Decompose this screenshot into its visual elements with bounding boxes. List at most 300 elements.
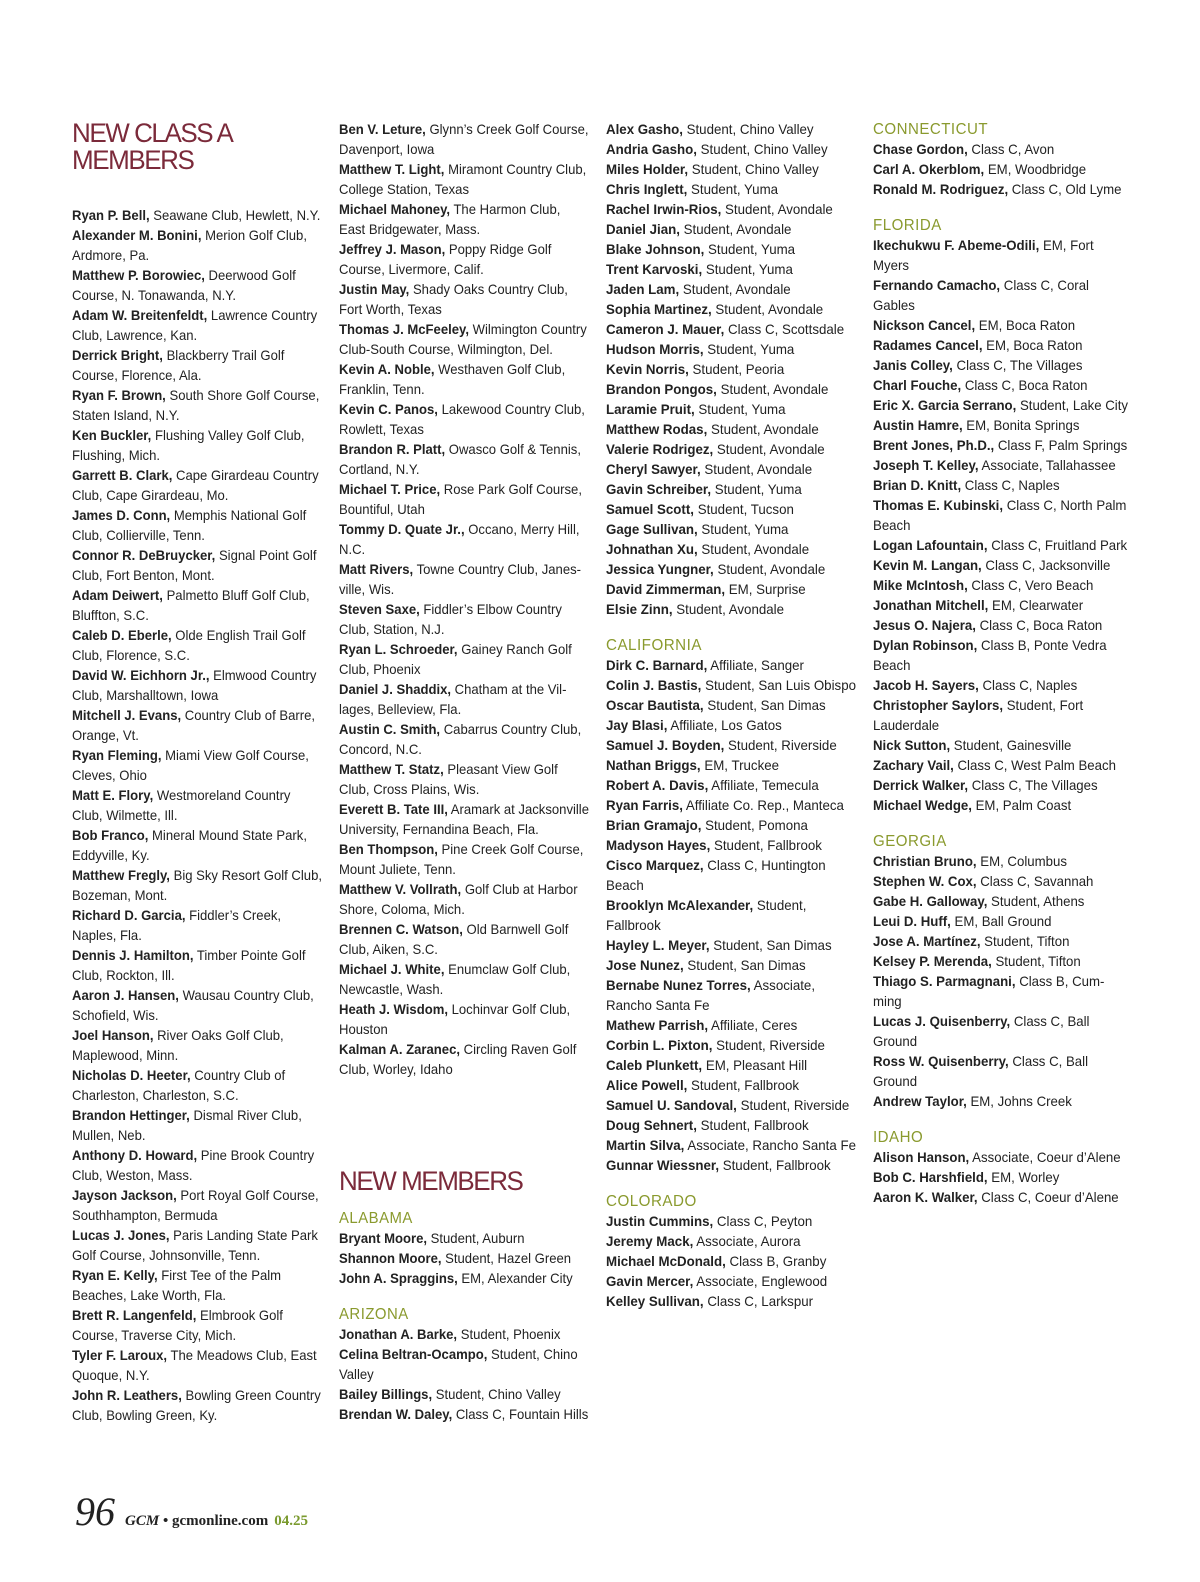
member-detail: Cape Girardeau Country [172,468,319,483]
member-entry [339,620,580,640]
member-name: Jaden Lam, [606,282,680,297]
member-entry [72,306,318,326]
member-detail: Bowling Green Country [181,1388,321,1403]
member-name: Bryant Moore, [339,1231,428,1246]
member-detail: Club, Collierville, Tenn. [72,528,205,543]
issue-date: 04.25 [274,1513,308,1529]
member-entry [606,560,851,580]
member-name: Alison Hanson, [873,1150,970,1165]
member-name: Ken Buckler, [72,428,152,443]
state-heading-georgia: GEORGIA [873,833,947,850]
member-detail: EM, Johns Creek [966,1094,1072,1109]
member-name: Rachel Irwin-Rios, [606,202,722,217]
member-detail: EM, Pleasant Hill [702,1058,808,1073]
member-detail: Associate, Rancho Santa Fe [684,1138,856,1153]
member-entry [606,1156,851,1176]
member-name: Samuel Scott, [606,502,695,517]
member-detail: Club, Rockton, Ill. [72,968,175,983]
member-detail: Class C, Savannah [976,874,1094,889]
member-entry [606,1056,851,1076]
member-entry [873,496,1127,516]
member-detail: Class C, Boca Raton [961,378,1088,393]
member-name: Laramie Pruit, [606,402,695,417]
member-name: Leui D. Huff, [873,914,951,929]
member-entry [873,716,1121,736]
member-name: Austin C. Smith, [339,722,441,737]
member-detail: ville, Wis. [339,582,395,597]
member-entry [873,1052,1121,1072]
member-entry [72,1026,313,1046]
state-heading-arizona: ARIZONA [339,1306,409,1323]
member-detail: Class C, Coeur d’Alene [977,1190,1119,1205]
member-entry [873,796,1121,816]
website-link[interactable]: gcmonline.com [171,1513,269,1529]
member-entry [606,1096,851,1116]
member-detail: Student, Avondale [716,382,829,397]
member-detail: Class B, Ponte Vedra [977,638,1107,653]
column-2 [339,120,589,1425]
member-entry [606,200,851,220]
member-name: Matthew T. Statz, [339,762,444,777]
member-name: Colin J. Bastis, [606,678,702,693]
member-detail: Deerwood Golf [204,268,296,283]
member-detail: Student, Avondale [697,542,810,557]
member-entry [873,1168,1121,1188]
member-entry [72,946,313,966]
member-detail: Rowlett, Texas [339,422,424,437]
member-detail: Class C, The Villages [952,358,1083,373]
member-detail: Dismal River Club, [189,1108,302,1123]
member-name: Samuel U. Sandoval, [606,1098,737,1113]
member-name: Jeremy Mack, [606,1234,694,1249]
member-detail: Club, Bowling Green, Ky. [72,1408,218,1423]
member-entry [873,972,1121,992]
member-entry [606,676,856,696]
member-detail: EM, Bonita Springs [962,418,1080,433]
member-entry [606,400,851,420]
member-entry [72,1186,319,1206]
member-detail: Chatham at the Vil- [451,682,567,697]
member-detail: Student, Yuma [704,242,796,257]
idaho-list [873,1148,1121,1208]
member-detail: Student, Chino [487,1347,578,1362]
member-entry [873,736,1121,756]
member-entry [873,756,1121,776]
member-entry [339,1385,580,1405]
member-detail: Club, Florence, S.C. [72,648,190,663]
member-detail: Club, Wilmette, Ill. [72,808,178,823]
member-entry [72,426,313,446]
member-name: Samuel J. Boyden, [606,738,725,753]
member-detail: Student, Phoenix [457,1327,561,1342]
member-detail: Pine Creek Golf Course, [437,842,584,857]
member-name: Logan Lafountain, [873,538,988,553]
member-detail: Class C, Naples [978,678,1078,693]
class-a-list-2 [339,120,589,1080]
member-entry [339,400,585,420]
member-detail: Staten Island, N.Y. [72,408,180,423]
member-name: Adam W. Breitenfeldt, [72,308,208,323]
member-entry [606,876,851,896]
member-entry [606,1136,856,1156]
member-detail: Shore, Coloma, Mich. [339,902,465,917]
member-detail: Affiliate, Los Gatos [667,718,782,733]
member-entry [873,160,1121,180]
member-detail: Concord, N.C. [339,742,422,757]
member-entry [339,700,580,720]
member-detail: Houston [339,1022,388,1037]
member-entry [72,1286,313,1306]
member-entry [339,800,589,820]
member-detail: Student, San Dimas [703,698,826,713]
member-entry [606,1036,851,1056]
member-detail: Mount Juliete, Tenn. [339,862,456,877]
member-entry [339,260,580,280]
member-detail: Student, Tifton [980,934,1070,949]
member-detail: Southhampton, Bermuda [72,1208,218,1223]
member-entry [72,1046,313,1066]
member-detail: Student, Riverside [724,738,837,753]
member-entry [72,566,313,586]
page-footer [75,1488,308,1535]
member-entry [339,860,580,880]
member-name: Garrett B. Clark, [72,468,173,483]
member-name: Brendan W. Daley, [339,1407,453,1422]
member-detail: Course, Traverse City, Mich. [72,1328,237,1343]
member-entry [606,776,851,796]
member-detail: Associate, Tallahassee [978,458,1116,473]
member-name: Ben Thompson, [339,842,438,857]
member-detail: Class C, North Palm [1003,498,1127,513]
member-name: Nathan Briggs, [606,758,701,773]
member-detail: Seawane Club, Hewlett, N.Y. [149,208,321,223]
member-name: Jonathan Mitchell, [873,598,989,613]
member-entry [606,956,851,976]
member-detail: Elmbrook Golf [196,1308,283,1323]
member-detail: Pine Brook Country [197,1148,315,1163]
member-entry [606,500,851,520]
member-detail: Fallbrook [606,918,661,933]
member-name: Brandon R. Platt, [339,442,446,457]
member-entry [339,1405,589,1425]
member-entry [72,346,313,366]
connecticut-list [873,140,1121,200]
member-name: Nick Sutton, [873,738,951,753]
member-name: Brandon Pongos, [606,382,717,397]
member-detail: Student, Riverside [712,1038,825,1053]
member-entry [72,1066,313,1086]
member-entry [339,420,580,440]
member-name: Ryan F. Brown, [72,388,166,403]
member-detail: First Tee of the Palm [157,1268,282,1283]
publication-line [125,1513,308,1530]
member-detail: Club, Weston, Mass. [72,1168,193,1183]
member-detail: The Meadows Club, East [167,1348,317,1363]
member-detail: Student, Fallbrook [696,1118,809,1133]
member-detail: EM, Ball Ground [950,914,1052,929]
member-entry [873,576,1121,596]
column-4 [873,120,1128,1208]
member-name: Lucas J. Quisenberry, [873,1014,1011,1029]
member-name: Justin Cummins, [606,1214,714,1229]
member-detail: Old Barnwell Golf [462,922,569,937]
member-entry [606,240,851,260]
member-entry [339,460,580,480]
member-name: Brooklyn McAlexander, [606,898,754,913]
member-detail: Class C, Fountain Hills [452,1407,589,1422]
member-detail: Country Club of [190,1068,286,1083]
member-entry [72,226,313,246]
member-entry [339,120,589,140]
state-heading-idaho: IDAHO [873,1129,924,1146]
member-detail: Miami View Golf Course, [161,748,309,763]
member-detail: Student, Avondale [700,462,813,477]
member-name: Ross W. Quisenberry, [873,1054,1009,1069]
member-entry [873,992,1121,1012]
member-detail: Olde English Trail Golf [171,628,306,643]
member-name: James D. Conn, [72,508,171,523]
member-entry [873,256,1121,276]
member-detail: Cabarrus Country Club, [440,722,582,737]
member-name: Everett B. Tate III, [339,802,448,817]
member-detail: Poppy Ridge Golf [445,242,552,257]
member-entry [72,1246,313,1266]
member-detail: Beaches, Lake Worth, Fla. [72,1288,227,1303]
member-entry [72,486,313,506]
member-detail: Student, Avondale [707,422,819,437]
member-name: Doug Sehnert, [606,1118,697,1133]
member-name: Matthew Rodas, [606,422,708,437]
member-detail: Charleston, Charleston, S.C. [72,1088,239,1103]
member-name: Jesus O. Najera, [873,618,976,633]
member-entry [873,616,1121,636]
member-name: Richard D. Garcia, [72,908,186,923]
member-entry [873,336,1121,356]
member-entry [339,220,580,240]
member-name: Gunnar Wiessner, [606,1158,720,1173]
member-detail: Student, San Dimas [709,938,832,953]
member-entry [339,1229,580,1249]
member-entry [72,1266,313,1286]
member-entry [606,656,851,676]
member-detail: South Shore Golf Course, [165,388,320,403]
member-entry [873,536,1128,556]
member-entry [339,600,580,620]
member-detail: Student, Fallbrook [710,838,822,853]
member-entry [72,1206,313,1226]
member-name: Shannon Moore, [339,1251,442,1266]
member-entry [72,246,313,266]
member-detail: Quoque, N.Y. [72,1368,150,1383]
member-name: Connor R. DeBruycker, [72,548,216,563]
member-entry [339,280,580,300]
member-detail: Cortland, N.Y. [339,462,420,477]
member-detail: Student, Yuma [703,342,795,357]
member-entry [72,766,313,786]
member-entry [606,756,851,776]
member-name: Justin May, [339,282,410,297]
member-name: David W. Eichhorn Jr., [72,668,210,683]
member-name: Thiago S. Parmagnani, [873,974,1016,989]
member-name: Brian D. Knitt, [873,478,962,493]
member-name: John A. Spraggins, [339,1271,458,1286]
member-detail: EM, Boca Raton [975,318,1076,333]
member-entry [873,892,1121,912]
member-detail: Flushing, Mich. [72,448,161,463]
member-entry [339,440,580,460]
member-entry [72,746,313,766]
member-detail: Ground [873,1074,918,1089]
member-detail: University, Fernandina Beach, Fla. [339,822,539,837]
member-detail: Lakewood Country Club, [437,402,585,417]
member-detail: Club, Worley, Idaho [339,1062,453,1077]
member-detail: Student, Yuma [711,482,802,497]
member-entry [873,952,1121,972]
member-entry [72,606,313,626]
member-detail: Palmetto Bluff Golf Club, [162,588,310,603]
member-entry [339,980,580,1000]
member-name: Kelley Sullivan, [606,1294,704,1309]
member-detail: EM, Truckee [700,758,780,773]
member-detail: EM, Woodbridge [984,162,1087,177]
member-entry [873,1032,1121,1052]
member-name: Mike McIntosh, [873,578,968,593]
member-detail: Class C, Naples [961,478,1060,493]
member-name: Kevin M. Langan, [873,558,982,573]
member-detail: Club, Marshalltown, Iowa [72,688,219,703]
member-detail: Fort Worth, Texas [339,302,442,317]
member-entry [339,580,580,600]
member-name: Derrick Bright, [72,348,163,363]
member-entry [72,726,313,746]
member-name: Cameron J. Mauer, [606,322,725,337]
member-detail: River Oaks Golf Club, [153,1028,284,1043]
member-entry [72,366,313,386]
member-name: Johnathan Xu, [606,542,698,557]
member-name: Brandon Hettinger, [72,1108,190,1123]
member-entry [339,1325,580,1345]
member-entry [606,916,851,936]
member-entry [606,520,851,540]
member-entry [606,896,851,916]
member-name: Tyler F. Laroux, [72,1348,168,1363]
member-name: Jeffrey J. Mason, [339,242,446,257]
member-detail: Bountiful, Utah [339,502,425,517]
member-entry [72,886,313,906]
member-entry [72,446,313,466]
member-name: Carl A. Okerblom, [873,162,985,177]
member-entry [339,1269,580,1289]
member-name: Brian Gramajo, [606,818,702,833]
member-entry [606,736,851,756]
member-entry [72,286,313,306]
member-detail: Cleves, Ohio [72,768,147,783]
member-name: Matt E. Flory, [72,788,154,803]
member-name: Tommy D. Quate Jr., [339,522,465,537]
member-detail: Student, Athens [987,894,1085,909]
member-name: Andrew Taylor, [873,1094,967,1109]
member-detail: Gainey Ranch Golf [457,642,572,657]
member-detail: Fiddler’s Creek, [185,908,282,923]
member-name: Matthew P. Borowiec, [72,268,205,283]
member-detail: Class B, Granby [725,1254,827,1269]
member-detail: EM, Columbus [976,854,1067,869]
member-name: Ryan L. Schroeder, [339,642,458,657]
member-entry [606,120,851,140]
member-name: Steven Saxe, [339,602,420,617]
member-detail: Club, Cross Plains, Wis. [339,782,480,797]
member-entry [606,360,851,380]
member-entry [873,1092,1121,1112]
member-detail: Club, Aiken, S.C. [339,942,438,957]
member-entry [72,1306,313,1326]
member-detail: Owasco Golf & Tennis, [445,442,581,457]
member-entry [72,1386,321,1406]
colorado-list [606,1212,851,1312]
member-detail: Club-South Course, Wilmington, Del. [339,342,553,357]
member-entry [72,926,313,946]
member-entry [873,276,1121,296]
member-detail: Student, Avondale [721,202,833,217]
member-name: Bailey Billings, [339,1387,433,1402]
member-detail: Student, Auburn [427,1231,525,1246]
member-detail: Elmwood Country [209,668,317,683]
member-detail: Bluffton, S.C. [72,608,149,623]
member-detail: Beach [873,658,911,673]
member-name: Michael McDonald, [606,1254,726,1269]
member-entry [339,340,580,360]
member-detail: Class C, Larkspur [703,1294,814,1309]
member-detail: Flushing Valley Golf Club, [151,428,305,443]
member-entry [606,180,851,200]
state-heading-connecticut: CONNECTICUT [873,121,989,138]
member-detail: Affiliate, Temecula [708,778,819,793]
member-name: Aaron K. Walker, [873,1190,978,1205]
member-name: John R. Leathers, [72,1388,182,1403]
member-entry [339,1345,580,1365]
member-entry [72,1366,313,1386]
member-entry [339,740,580,760]
member-entry [873,140,1121,160]
member-detail: Wilmington Country [468,322,587,337]
member-entry [339,500,580,520]
member-detail: Student, Yuma [687,182,779,197]
member-name: Jayson Jackson, [72,1188,177,1203]
member-entry [72,1106,313,1126]
member-detail: Class C, Old Lyme [1008,182,1122,197]
member-entry [339,940,580,960]
member-detail: Student, Avondale [679,222,792,237]
member-detail: Class B, Cum- [1015,974,1105,989]
member-detail: Signal Point Golf [215,548,317,563]
member-entry [606,340,851,360]
member-entry [606,1232,851,1252]
member-detail: College Station, Texas [339,182,469,197]
member-name: Robert A. Davis, [606,778,709,793]
member-detail: Associate, Englewood [693,1274,828,1289]
member-entry [606,300,851,320]
member-entry [873,516,1121,536]
member-name: Brennen C. Watson, [339,922,463,937]
member-name: Radames Cancel, [873,338,983,353]
member-entry [339,680,580,700]
member-name: Hayley L. Meyer, [606,938,710,953]
member-entry [606,320,851,340]
member-name: Brett R. Langenfeld, [72,1308,197,1323]
member-detail: Golf Course, Johnsonville, Tenn. [72,1248,261,1263]
member-detail: Student, Fallbrook [719,1158,831,1173]
class-a-list-1 [72,206,322,1426]
